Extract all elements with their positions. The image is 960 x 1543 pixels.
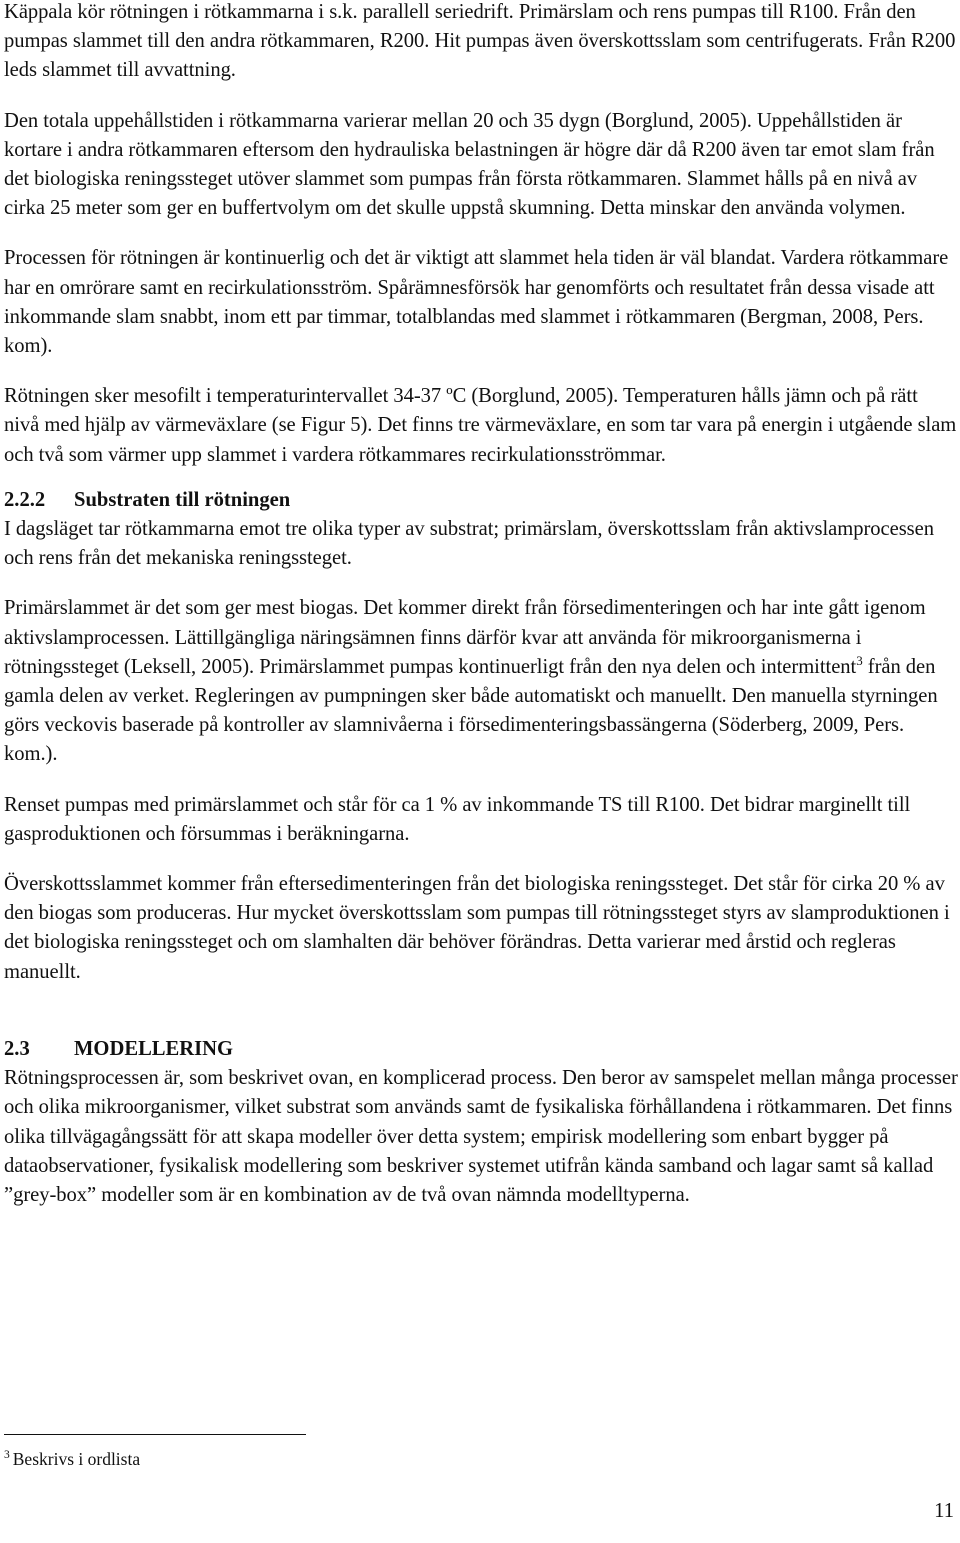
paragraph-temperature: Rötningen sker mesofilt i temperaturintervallet 34-37 ºC (Borglund, 2005). Temperaturen hålls jämn och på rätt nivå med hjälp av värmeväxlare (se Figur 5). Det finns tre värmeväxlare, en som tar vara på energin i utgående slam och två som värmer upp slammet i vardera rötkammares recirkulationsströmmar.: [4, 385, 957, 466]
document-page: [4, 0, 958, 1210]
footnote-text: Beskrivs i ordlista: [12, 1449, 141, 1469]
footnote-reference: 3: [856, 652, 863, 668]
section-number: 2.3: [4, 1037, 30, 1060]
footnote-separator: [4, 1434, 306, 1435]
paragraph-modelling: Rötningsprocessen är, som beskrivet ovan, en komplicerad process. Den beror av samspelet mellan många processer och olika mikroorganismer, vilket substrat som används samt de fysikaliska förhållandena i rötkammaren. Det finns olika tillvägagångssätt för att skapa modeller över detta system; empirisk modellering som enbart bygger på dataobservationer, fysikalisk modellering som beskriver systemet utifrån kända samband och lagar samt så kallad ”grey-box” modeller som är en kombination av de två ovan nämnda modelltyperna.: [4, 1067, 958, 1206]
page-number: 11: [934, 1500, 954, 1522]
primary-sludge-text-end: från den gamla delen av verket. Regleringen av pumpningen sker både automatiskt och manuellt. Den manuella styrningen görs veckovis baserade på kontroller av slamnivåerna i försedimenteringsbassängerna (Söderberg, 2009, Pers. kom.).: [4, 655, 938, 766]
section-title: Substraten till rötningen: [74, 488, 291, 511]
paragraph-digestion-operation: Käppala kör rötningen i rötkammarna i s.k. parallell seriedrift. Primärslam och rens pumpas till R100. Från den pumpas slammet till den andra rötkammaren, R200. Hit pumpas även överskottsslam som centrifugerats. Från R200 leds slammet till avvattning.: [4, 1, 956, 82]
primary-sludge-text-start: Primärslammet är det som ger mest biogas. Det kommer direkt från försedimenteringen och har inte gått igenom aktivslamprocessen. Lättillgängliga näringsämnen finns därför kvar att använda för mikroorganismerna i rötningssteget (Leksell, 2005). Primärslammet pumpas kontinuerligt från den nya delen och intermittent: [4, 597, 926, 678]
section-heading-substrates: [4, 486, 958, 515]
paragraph-retention-time: Den totala uppehållstiden i rötkammarna varierar mellan 20 och 35 dygn (Borglund, 2005). Uppehållstiden är kortare i andra rötkammaren eftersom den hydrauliska belastningen är högre där då R200 även tar emot slam från det biologiska reningssteget utöver slammet som pumpas från första rötkammaren. Slammet hålls på en nivå av cirka 25 meter som ger en buffertvolym om det skulle uppstå skumning. Detta minskar den använda volymen.: [4, 109, 935, 220]
section-title: MODELLERING: [74, 1037, 234, 1060]
footnote: [4, 1447, 140, 1471]
section-heading-modelling: [4, 1035, 958, 1064]
paragraph-substrate-types: I dagsläget tar rötkammarna emot tre olika typer av substrat; primärslam, överskottsslam från aktivslamprocessen och rens från det mekaniska reningssteget.: [4, 518, 934, 570]
paragraph-primary-sludge: [4, 594, 958, 769]
paragraph-excess-sludge: Överskottsslammet kommer från eftersedimenteringen från det biologiska reningssteget. Det står för cirka 20 % av den biogas som produceras. Hur mycket överskottsslam som pumpas till rötningssteget styrs av slamproduktionen i det biologiska reningssteget och om slamhalten där behöver förändras. Detta varierar med årstid och regleras manuellt.: [4, 873, 950, 983]
paragraph-process-mixing: Processen för rötningen är kontinuerlig och det är viktigt att slammet hela tiden är väl blandat. Vardera rötkammare har en omrörare samt en recirkulationsström. Spårämnesförsök har genomförts och resultatet från dessa visade att inkommande slam snabbt, inom ett par timmar, totalblandas med slammet i rötkammaren (Bergman, 2008, Pers. kom).: [4, 247, 949, 358]
paragraph-screenings: Renset pumpas med primärslammet och står för ca 1 % av inkommande TS till R100. Det bidrar marginellt till gasproduktionen och försummas i beräkningarna.: [4, 793, 911, 845]
section-number: 2.2.2: [4, 488, 46, 511]
footnote-marker: 3: [4, 1449, 10, 1461]
